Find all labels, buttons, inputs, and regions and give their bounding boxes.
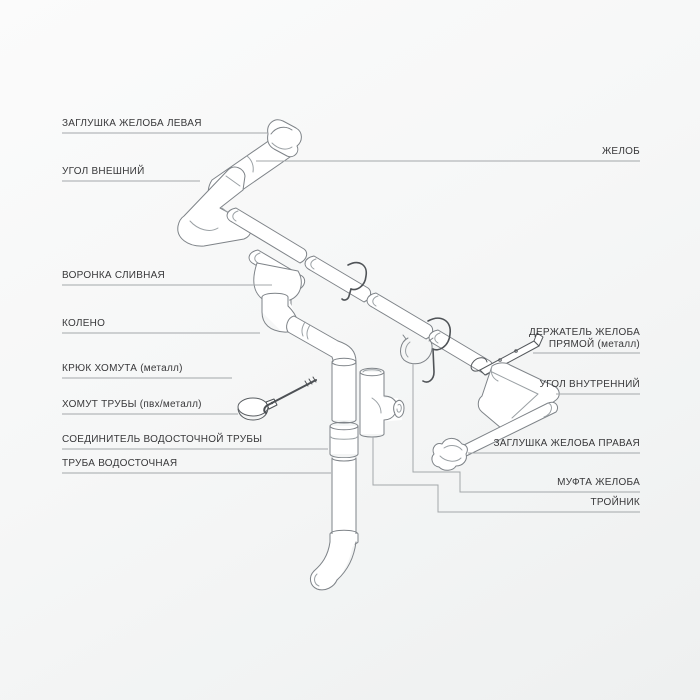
label-drain-funnel: ВОРОНКА СЛИВНАЯ	[62, 270, 166, 281]
part-pipe-clamp	[238, 398, 277, 420]
part-downpipe	[310, 458, 358, 590]
part-tee	[360, 368, 404, 437]
leader-lines	[62, 133, 640, 512]
label-gutter-holder-line1: ДЕРЖАТЕЛЬ ЖЕЛОБА	[528, 327, 640, 338]
part-elbow	[262, 293, 356, 362]
label-downpipe-connector: СОЕДИНИТЕЛЬ ВОДОСТОЧНОЙ ТРУБЫ	[62, 434, 263, 445]
part-downpipe-connector	[330, 422, 358, 458]
label-gutter-holder	[529, 327, 640, 351]
label-clamp-hook: КРЮК ХОМУТА (металл)	[62, 363, 183, 374]
label-pipe-clamp: ХОМУТ ТРУБЫ (пвх/металл)	[62, 399, 202, 410]
label-tee: ТРОЙНИК	[590, 497, 640, 508]
label-gutter-coupling: МУФТА ЖЕЛОБА	[557, 477, 640, 488]
label-downpipe: ТРУБА ВОДОСТОЧНАЯ	[62, 458, 178, 469]
part-gutter-coupling	[401, 335, 433, 364]
label-corner-outer: УГОЛ ВНЕШНИЙ	[62, 166, 145, 177]
part-gutter-end-cap-right	[432, 438, 467, 470]
label-gutter: ЖЕЛОБ	[601, 146, 640, 157]
label-gutter-end-cap-right: ЗАГЛУШКА ЖЕЛОБА ПРАВАЯ	[493, 438, 640, 449]
label-gutter-end-cap-left: ЗАГЛУШКА ЖЕЛОБА ЛЕВАЯ	[62, 118, 202, 129]
part-downpipe-upper	[332, 358, 356, 423]
label-elbow: КОЛЕНО	[62, 318, 106, 329]
label-gutter-holder-line2: ПРЯМОЙ (металл)	[548, 339, 640, 350]
label-corner-inner: УГОЛ ВНУТРЕННИЙ	[539, 379, 640, 390]
